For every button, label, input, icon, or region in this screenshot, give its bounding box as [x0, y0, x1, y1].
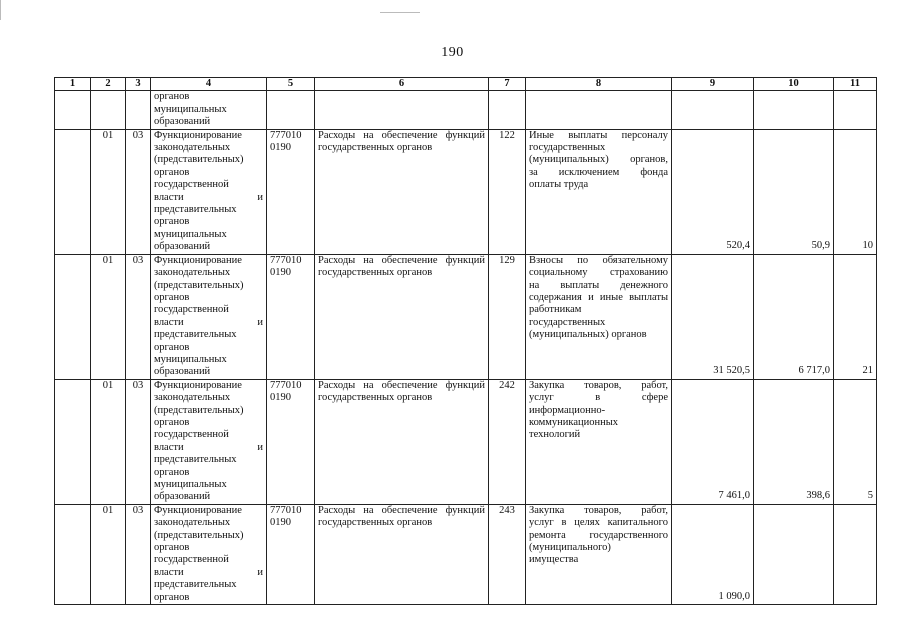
- scan-artifact: [0, 0, 1, 20]
- table-row: [55, 254, 877, 379]
- cell-word: за: [529, 166, 538, 178]
- cell-word: обеспечение: [381, 254, 438, 266]
- cell-word: (муниципальных): [529, 154, 609, 166]
- cell-subsection-code: 03: [126, 129, 151, 254]
- cell-line: государственных: [529, 142, 606, 154]
- column-header-2: 2: [91, 78, 126, 91]
- cell-percent: 10: [834, 129, 877, 254]
- cell-line: органов: [154, 341, 190, 353]
- cell-expense-type: 242: [489, 379, 526, 504]
- cell-amount-2: 6 717,0: [754, 254, 834, 379]
- cell-line: [318, 255, 485, 267]
- cell-word: на: [363, 129, 374, 141]
- cell-line: [154, 567, 263, 579]
- cell-line-part: власти: [154, 566, 184, 578]
- cell-word: целях: [574, 517, 600, 529]
- cell-word: функций: [445, 254, 485, 266]
- cell-line: (представительных): [154, 404, 244, 416]
- cell-line: государственной: [154, 429, 229, 441]
- cell-expense-type-name: [526, 129, 672, 254]
- cell-line: [529, 267, 668, 279]
- cell-target-article: [267, 129, 315, 254]
- cell-word: обеспечение: [381, 129, 438, 141]
- cell-line: 777010: [270, 129, 302, 141]
- cell-word: государственного: [589, 529, 668, 541]
- cell-target-article: [267, 379, 315, 504]
- cell-word: в: [561, 517, 567, 529]
- cell-line: Функционирование: [154, 379, 242, 391]
- cell-article-name: [315, 254, 489, 379]
- table-row: [55, 129, 877, 254]
- cell-word: функций: [445, 379, 485, 391]
- cell-line: [529, 505, 668, 517]
- column-header-9: 9: [672, 78, 754, 91]
- cell-line: (представительных): [154, 529, 244, 541]
- cell-section-code: 01: [91, 504, 126, 604]
- cell-line: 777010: [270, 254, 302, 266]
- cell-word: выплаты: [568, 129, 608, 141]
- cell-word: исключением: [558, 166, 620, 178]
- table-header: [55, 78, 877, 91]
- cell-section-code: 01: [91, 254, 126, 379]
- cell-line: образований: [154, 491, 211, 503]
- column-header-1: 1: [55, 78, 91, 91]
- cell-col-1: [55, 129, 91, 254]
- cell-text: [270, 380, 311, 405]
- cell-word: товаров,: [584, 379, 622, 391]
- cell-line: [529, 517, 668, 529]
- cell-line: работникам: [529, 304, 582, 316]
- cell-section-name: [151, 254, 267, 379]
- cell-line: представительных: [154, 454, 237, 466]
- budget-table: [54, 77, 877, 605]
- cell-subsection-code: 03: [126, 254, 151, 379]
- cell-word: обеспечение: [381, 379, 438, 391]
- column-header-8: 8: [526, 78, 672, 91]
- cell-word: фонда: [640, 166, 668, 178]
- cell-word: на: [363, 504, 374, 516]
- cell-word: выплаты: [629, 291, 668, 303]
- cell-word: на: [363, 379, 374, 391]
- column-header-3: 3: [126, 78, 151, 91]
- cell-section-name: [151, 129, 267, 254]
- cell-article-name: [315, 379, 489, 504]
- header-row: [55, 78, 877, 91]
- cell-line: 777010: [270, 504, 302, 516]
- cell-line: [318, 130, 485, 142]
- cell-line: государственных: [529, 316, 606, 328]
- cell-target-article: [267, 504, 315, 604]
- cell-line: образований: [154, 366, 211, 378]
- cell-col-10: [754, 91, 834, 129]
- cell-line: [529, 130, 668, 142]
- cell-text: [154, 130, 263, 254]
- cell-expense-type: 122: [489, 129, 526, 254]
- cell-section-code: 01: [91, 379, 126, 504]
- cell-line: 777010: [270, 379, 302, 391]
- cell-line: муниципальных: [154, 479, 227, 490]
- cell-col-11: [834, 91, 877, 129]
- cell-line: государственной: [154, 304, 229, 316]
- column-header-11: 11: [834, 78, 877, 91]
- cell-word: услуг: [529, 392, 554, 404]
- cell-line: законодательных: [154, 517, 231, 529]
- cell-word: ремонта: [529, 529, 566, 541]
- cell-line: законодательных: [154, 392, 231, 404]
- cell-line-part: и: [257, 316, 263, 328]
- cell-line: муниципальных: [154, 103, 227, 115]
- cell-word: Закупка: [529, 504, 565, 516]
- cell-line: 0190: [270, 517, 291, 529]
- cell-text: [270, 130, 311, 155]
- cell-col-5: [267, 91, 315, 129]
- cell-expense-type: 129: [489, 254, 526, 379]
- cell-line: [529, 530, 668, 542]
- cell-line: коммуникационных: [529, 416, 619, 428]
- cell-line: Функционирование: [154, 129, 242, 141]
- cell-text: [154, 91, 263, 128]
- cell-section-code: 01: [91, 129, 126, 254]
- cell-text: [154, 255, 263, 379]
- cell-line: образований: [154, 241, 211, 253]
- cell-line: представительных: [154, 204, 237, 216]
- cell-word: капитального: [607, 517, 668, 529]
- cell-line: 0190: [270, 267, 291, 279]
- column-header-6: 6: [315, 78, 489, 91]
- cell-expense-type-name: [526, 379, 672, 504]
- cell-word: иные: [599, 291, 623, 303]
- cell-text: [318, 380, 485, 405]
- cell-word: функций: [445, 504, 485, 516]
- cell-line: органов: [154, 91, 190, 103]
- cell-word: работ,: [641, 379, 668, 391]
- cell-line: [529, 255, 668, 267]
- cell-expense-type-name: [526, 254, 672, 379]
- cell-word: Расходы: [318, 254, 356, 266]
- cell-amount-2: [754, 504, 834, 604]
- cell-col-1: [55, 379, 91, 504]
- cell-line: органов: [154, 291, 190, 303]
- cell-text: [318, 505, 485, 530]
- cell-line: информационно-: [529, 404, 606, 416]
- cell-line: законодательных: [154, 267, 231, 279]
- cell-line-part: и: [257, 191, 263, 203]
- cell-word: и: [588, 291, 594, 303]
- cell-line: [529, 167, 668, 179]
- cell-word: работ,: [641, 504, 668, 516]
- cell-text: [529, 380, 668, 442]
- cell-col-7: [489, 91, 526, 129]
- cell-col-9: [672, 91, 754, 129]
- cell-expense-type-name: [526, 504, 672, 604]
- cell-line: органов: [154, 591, 190, 603]
- cell-article-name: [315, 129, 489, 254]
- cell-col-1: [55, 504, 91, 604]
- cell-line: [529, 392, 668, 404]
- cell-line: [318, 380, 485, 392]
- column-header-5: 5: [267, 78, 315, 91]
- cell-expense-type: 243: [489, 504, 526, 604]
- cell-word: Расходы: [318, 504, 356, 516]
- cell-line: технологий: [529, 429, 581, 441]
- cell-amount-2: 50,9: [754, 129, 834, 254]
- cell-line: Функционирование: [154, 504, 242, 516]
- cell-word: Иные: [529, 129, 554, 141]
- table-row: [55, 379, 877, 504]
- cell-line: образований: [154, 116, 211, 128]
- cell-line-part: и: [257, 566, 263, 578]
- cell-word: обеспечение: [381, 504, 438, 516]
- cell-line: государственной: [154, 179, 229, 191]
- cell-word: товаров,: [584, 504, 622, 516]
- cell-line: государственных органов: [318, 267, 433, 279]
- cell-line: 0190: [270, 142, 291, 154]
- cell-line: (муниципальных) органов: [529, 329, 647, 341]
- cell-article-name: [315, 504, 489, 604]
- cell-line: представительных: [154, 329, 237, 341]
- cell-word: выплаты: [560, 279, 600, 291]
- cell-col-1: [55, 91, 91, 129]
- cell-line: 0190: [270, 392, 291, 404]
- cell-line: [318, 505, 485, 517]
- cell-line: законодательных: [154, 142, 231, 154]
- cell-line: [529, 154, 668, 166]
- scan-artifact: [380, 12, 420, 13]
- cell-percent: 5: [834, 379, 877, 504]
- cell-line: [529, 292, 668, 304]
- cell-section-name: [151, 504, 267, 604]
- cell-col-1: [55, 254, 91, 379]
- cell-word: сфере: [641, 392, 668, 404]
- cell-word: в: [595, 392, 601, 404]
- cell-line: [154, 317, 263, 329]
- cell-col-3: [126, 91, 151, 129]
- cell-word: органов,: [630, 154, 668, 166]
- cell-line: муниципальных: [154, 353, 227, 365]
- cell-word: страхованию: [610, 267, 668, 279]
- cell-amount-1: 31 520,5: [672, 254, 754, 379]
- cell-text: [529, 505, 668, 567]
- column-header-10: 10: [754, 78, 834, 91]
- cell-line: органов: [154, 166, 190, 178]
- cell-word: Закупка: [529, 379, 565, 391]
- cell-line: Функционирование: [154, 254, 242, 266]
- cell-line: государственных органов: [318, 392, 433, 404]
- cell-text: [529, 130, 668, 192]
- cell-line-part: власти: [154, 316, 184, 328]
- cell-word: услуг: [529, 517, 554, 529]
- cell-line: оплаты труда: [529, 179, 589, 191]
- cell-subsection-code: 03: [126, 504, 151, 604]
- cell-text: [270, 255, 311, 280]
- cell-word: обязательному: [602, 254, 668, 266]
- cell-col-6: [315, 91, 489, 129]
- cell-text: [529, 255, 668, 342]
- cell-line: государственных органов: [318, 517, 433, 529]
- cell-word: персоналу: [621, 129, 668, 141]
- cell-text: [318, 130, 485, 155]
- page-number: 190: [441, 45, 464, 60]
- cell-line-part: власти: [154, 441, 184, 453]
- cell-amount-2: 398,6: [754, 379, 834, 504]
- table-row-continuation: [55, 91, 877, 129]
- cell-word: Взносы: [529, 254, 563, 266]
- cell-word: социальному: [529, 267, 588, 279]
- column-header-4: 4: [151, 78, 267, 91]
- cell-text: [154, 505, 263, 604]
- cell-percent: [834, 504, 877, 604]
- cell-line: (муниципального): [529, 542, 611, 554]
- cell-line: (представительных): [154, 279, 244, 291]
- cell-word: содержания: [529, 291, 582, 303]
- cell-text: [270, 505, 311, 530]
- cell-line: (представительных): [154, 154, 244, 166]
- cell-amount-1: 7 461,0: [672, 379, 754, 504]
- cell-line: органов: [154, 416, 190, 428]
- cell-col-8: [526, 91, 672, 129]
- cell-line: органов: [154, 542, 190, 554]
- cell-line-part: власти: [154, 191, 184, 203]
- cell-line: государственной: [154, 554, 229, 566]
- cell-col-4: [151, 91, 267, 129]
- cell-amount-1: 520,4: [672, 129, 754, 254]
- cell-line: государственных органов: [318, 142, 433, 154]
- cell-word: по: [577, 254, 589, 266]
- cell-text: [318, 255, 485, 280]
- column-header-7: 7: [489, 78, 526, 91]
- table-row: [55, 504, 877, 604]
- cell-line: муниципальных: [154, 228, 227, 240]
- cell-text: [154, 380, 263, 504]
- cell-section-name: [151, 379, 267, 504]
- cell-percent: 21: [834, 254, 877, 379]
- cell-col-2: [91, 91, 126, 129]
- cell-line: имущества: [529, 554, 579, 566]
- cell-line-part: и: [257, 441, 263, 453]
- cell-line: органов: [154, 466, 190, 478]
- cell-line: [529, 380, 668, 392]
- cell-word: на: [363, 254, 374, 266]
- table-body: [55, 91, 877, 605]
- cell-word: функций: [445, 129, 485, 141]
- cell-target-article: [267, 254, 315, 379]
- cell-line: [154, 442, 263, 454]
- cell-line: органов: [154, 216, 190, 228]
- cell-subsection-code: 03: [126, 379, 151, 504]
- cell-line: [154, 192, 263, 204]
- cell-line: представительных: [154, 579, 237, 591]
- cell-amount-1: 1 090,0: [672, 504, 754, 604]
- cell-word: Расходы: [318, 379, 356, 391]
- cell-word: на: [529, 279, 540, 291]
- cell-word: денежного: [620, 279, 668, 291]
- cell-line: [529, 280, 668, 292]
- cell-word: Расходы: [318, 129, 356, 141]
